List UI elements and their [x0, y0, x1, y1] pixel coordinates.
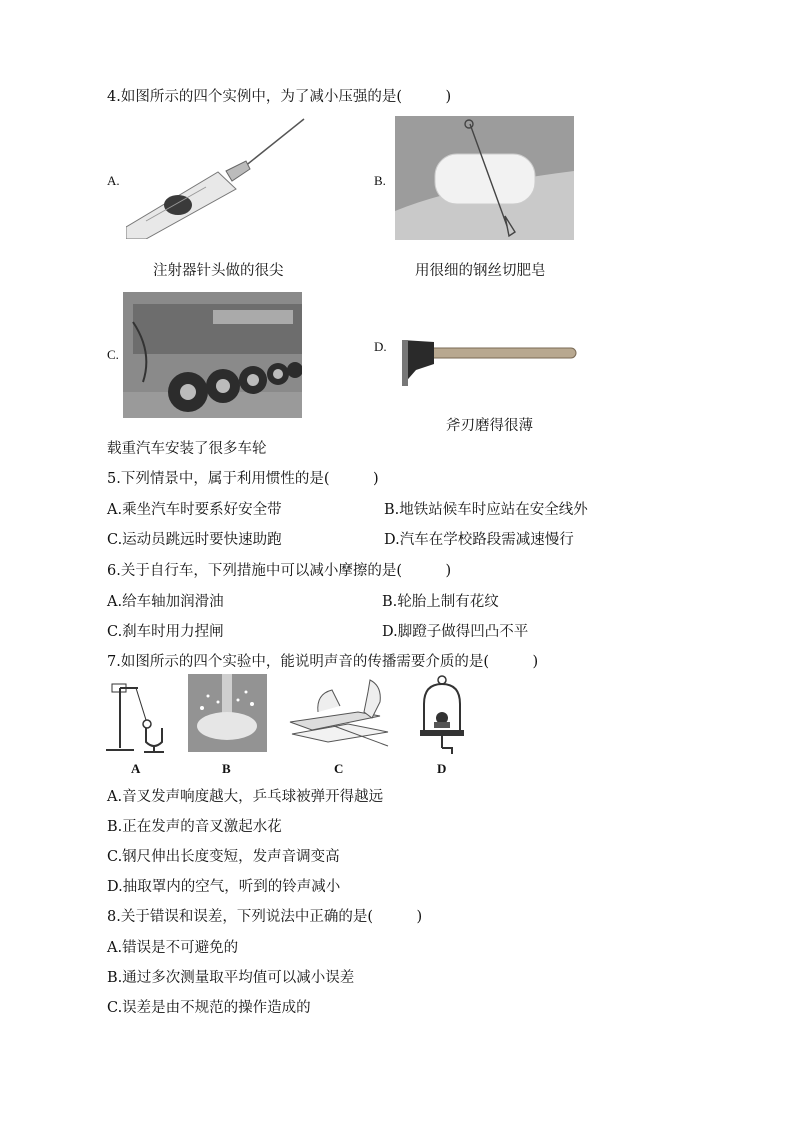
- q4-option-b-letter: B.: [374, 173, 386, 188]
- q7-figure-label-c: C: [334, 761, 344, 776]
- q7-stem: 7.如图所示的四个实验中，能说明声音的传播需要介质的是( ): [107, 654, 539, 670]
- q4-option-a-caption: 注射器针头做的很尖: [153, 263, 284, 279]
- q7-option-d: D.抽取罩内的空气，听到的铃声减小: [107, 879, 341, 895]
- q7-option-c: C.钢尺伸出长度变短，发声音调变高: [107, 849, 340, 865]
- q7-figure-label-d: D: [437, 761, 447, 776]
- q4-stem: 4.如图所示的四个实例中，为了减小压强的是( ): [107, 89, 452, 105]
- soap-wire-photo: [395, 116, 574, 240]
- q4-option-c-caption: 载重汽车安装了很多车轮: [107, 441, 267, 457]
- q5-option-c: C.运动员跳远时要快速助跑: [107, 532, 282, 548]
- q4-option-b-caption: 用很细的钢丝切肥皂: [415, 263, 546, 279]
- q6-option-d: D.脚蹬子做得凹凸不平: [382, 624, 529, 640]
- q8-option-b: B.通过多次测量取平均值可以减小误差: [107, 970, 355, 986]
- q6-option-b: B.轮胎上制有花纹: [382, 594, 499, 610]
- steel-ruler-figure: [288, 672, 393, 754]
- q6-option-a: A.给车轴加润滑油: [107, 594, 224, 610]
- q7-option-b: B.正在发声的音叉激起水花: [107, 819, 282, 835]
- q6-stem: 6.关于自行车，下列措施中可以减小摩擦的是( ): [107, 563, 452, 579]
- bell-jar-figure: [416, 674, 468, 756]
- q6-option-c: C.刹车时用力捏闸: [107, 624, 224, 640]
- heavy-truck-photo: [123, 292, 302, 418]
- q5-option-a: A.乘坐汽车时要系好安全带: [107, 502, 282, 518]
- q8-stem: 8.关于错误和误差，下列说法中正确的是( ): [107, 909, 423, 925]
- q7-figure-label-a: A: [131, 761, 141, 776]
- q7-option-a: A.音叉发声响度越大，乒乓球被弹开得越远: [107, 789, 384, 805]
- q8-option-a: A.错误是不可避免的: [107, 940, 239, 956]
- q4-option-a-letter: A.: [107, 173, 120, 188]
- q7-figure-label-b: B: [222, 761, 231, 776]
- tuning-fork-ball-figure: [102, 680, 166, 756]
- q5-option-d: D.汽车在学校路段需减速慢行: [384, 532, 574, 548]
- syringe-photo: [126, 117, 306, 239]
- axe-photo: [398, 330, 579, 390]
- q8-option-c: C.误差是由不规范的操作造成的: [107, 1000, 311, 1016]
- q4-option-c-letter: C.: [107, 347, 119, 362]
- q5-option-b: B.地铁站候车时应站在安全线外: [384, 502, 588, 518]
- q4-option-d-caption: 斧刃磨得很薄: [446, 418, 533, 434]
- fork-water-splash-figure: [188, 674, 267, 752]
- q5-stem: 5.下列情景中，属于利用惯性的是( ): [107, 471, 379, 487]
- q4-option-d-letter: D.: [374, 339, 387, 354]
